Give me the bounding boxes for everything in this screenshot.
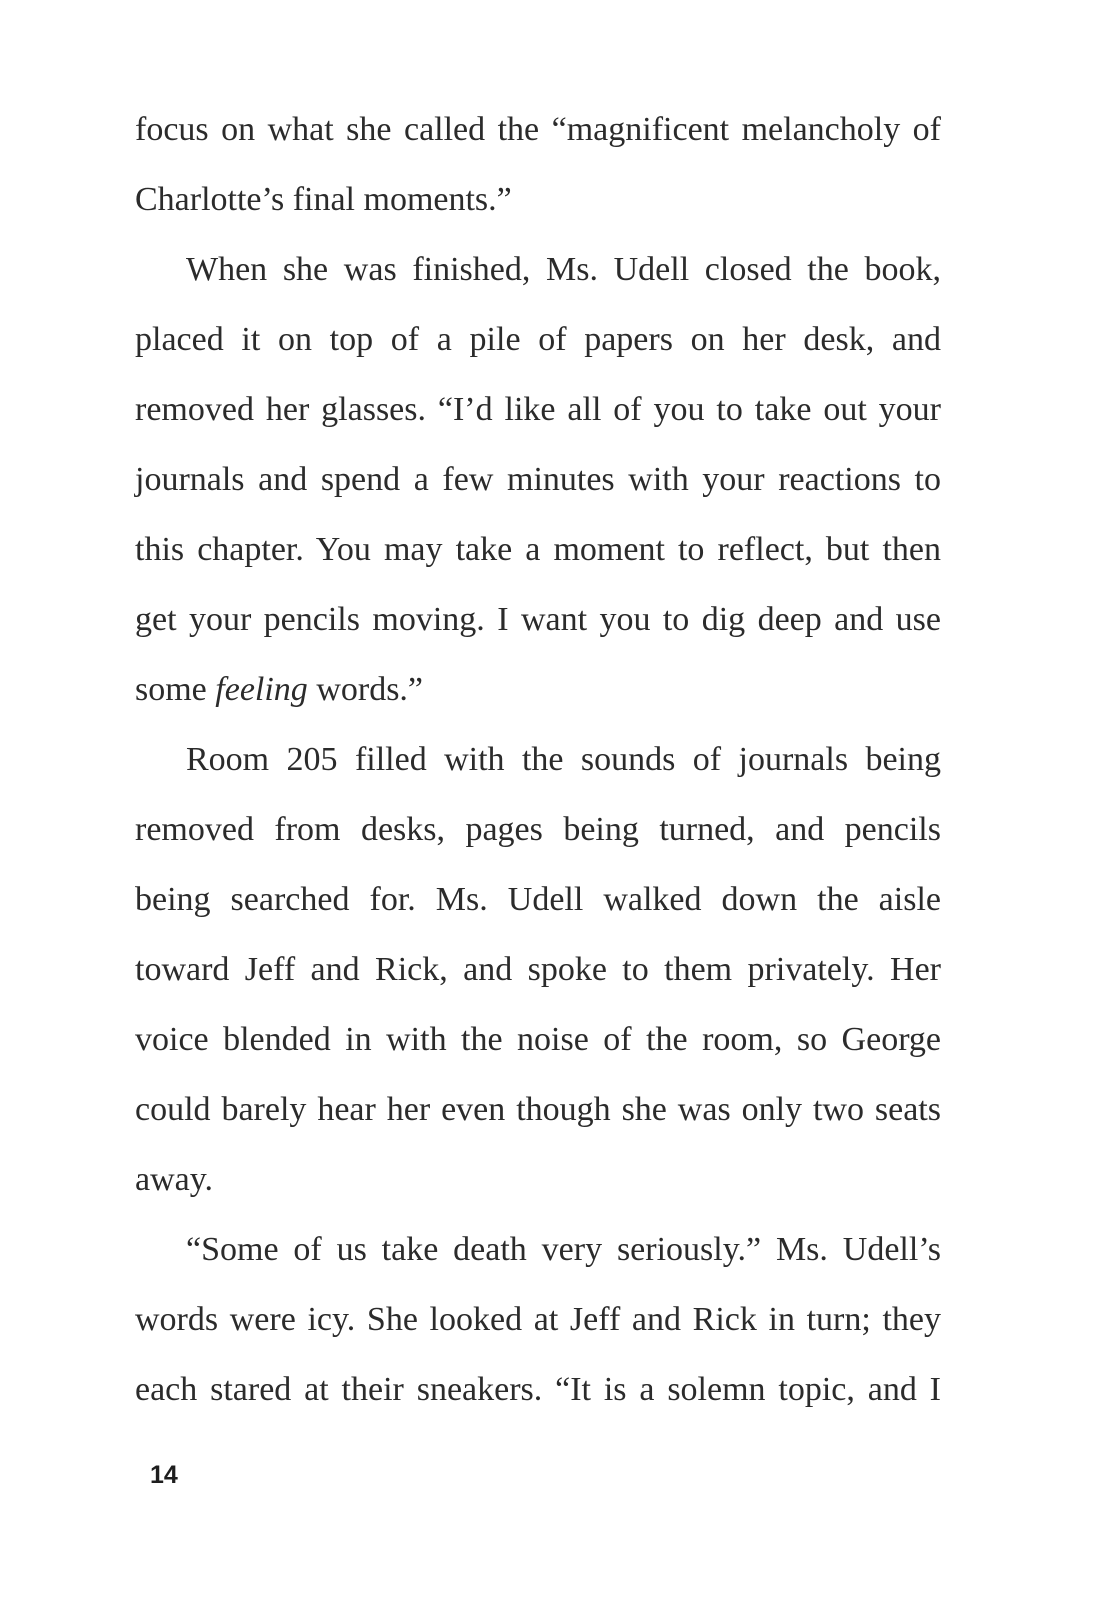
paragraph-3: Room 205 filled with the sounds of journals being removed from desks, pages being turned, and pencils being searched for. Ms. Udell walked down the aisle toward Jeff and Rick, and spoke to them privately. Her voice blended in with the noise of the room, so George could barely hear her even though she was only two seats away. <box>135 741 941 1198</box>
paragraph-2 <box>135 235 941 725</box>
paragraph-2-italic-word: feeling <box>215 671 308 708</box>
paragraph-4: “Some of us take death very seriously.” Ms. Udell’s words were icy. She looked at Jeff and Rick in turn; they each stared at their sneakers. “It is a solemn topic, and I <box>135 1231 941 1408</box>
paragraph-2-text-end: words.” <box>307 671 424 708</box>
page-body <box>135 95 941 1425</box>
paragraph-2-text: When she was finished, Ms. Udell closed the book, placed it on top of a pile of papers on her desk, and removed her glasses. “I’d like all of you to take out your journals and spend a few minutes with your reactions to this chapter. You may take a moment to reflect, but then get your pencils moving. I want you to dig deep and use some <box>135 251 941 708</box>
page-number: 14 <box>150 1461 178 1489</box>
paragraph-1: focus on what she called the “magnificent melancholy of Charlotte’s final moments.” <box>135 111 941 218</box>
